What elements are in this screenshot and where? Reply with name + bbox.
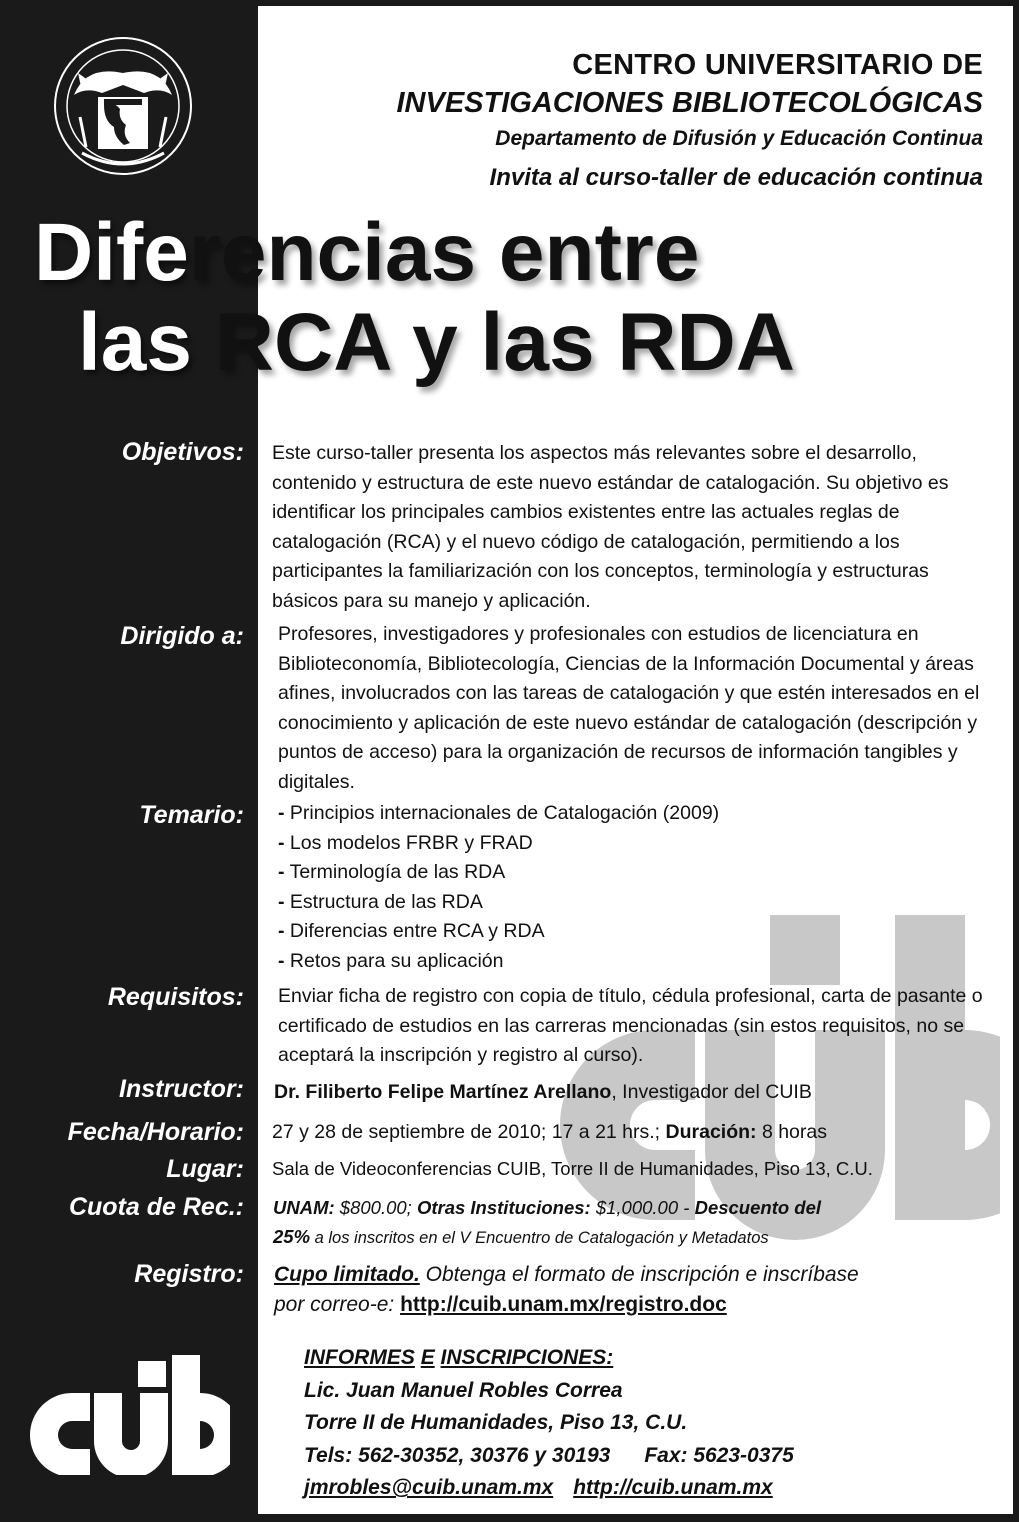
contact-address: Torre II de Humanidades, Piso 13, C.U. [304, 1411, 688, 1434]
main-title [20, 208, 1010, 388]
cuota-line1: UNAM: $800.00; Otras Instituciones: $1,000.00 - Descuento del [273, 1197, 822, 1218]
header-line2: INVESTIGACIONES BIBLIOTECOLÓGICAS [396, 87, 983, 119]
unam-seal-icon [52, 35, 194, 177]
registro-link[interactable]: http://cuib.unam.mx/registro.doc [400, 1293, 727, 1316]
title-line2-black: RCA y las RDA [214, 297, 795, 388]
registro-line1: Cupo limitado. Obtenga el formato de inscripción e inscríbase [274, 1263, 859, 1286]
cuota-line2: 25% a los inscritos en el V Encuentro de Catalogación y Metadatos [273, 1226, 769, 1247]
lugar-text [272, 1154, 996, 1184]
contact-links [304, 1472, 794, 1505]
dirigido-text [278, 620, 998, 797]
list-item: - Los modelos FRBR y FRAD [278, 831, 533, 854]
title-line1-white: Dife [34, 207, 189, 298]
title-line2-white: las [78, 297, 215, 388]
contact-web-link[interactable]: http://cuib.unam.mx [573, 1476, 773, 1499]
label-fecha: Fecha/Horario: [67, 1118, 244, 1146]
list-item: - Terminología de las RDA [278, 861, 506, 883]
contact-email-link[interactable]: jmrobles@cuib.unam.mx [304, 1476, 554, 1499]
duracion-label: Duración: [665, 1121, 757, 1143]
label-dirigido: Dirigido a: [120, 622, 244, 650]
requisitos-text [278, 982, 993, 1071]
contact-name: Lic. Juan Manuel Robles Correa [304, 1378, 623, 1402]
title-line1-black: rencias entre [188, 207, 700, 298]
registro-text [274, 1260, 998, 1320]
cupo-limitado: Cupo limitado. [274, 1263, 420, 1286]
label-instructor: Instructor: [119, 1075, 244, 1103]
list-item: - Diferencias entre RCA y RDA [278, 920, 545, 942]
requisitos-paragraph: Enviar ficha de registro con copia de título, cédula profesional, carta de pasante o certificado de estudios en las carreras mencionadas (sin estos requisitos, no se aceptará la inscripción y registro al curso). [278, 985, 983, 1066]
list-item: - Retos para su aplicación [278, 949, 504, 972]
label-objetivos: Objetivos: [121, 438, 244, 466]
title-line-1 [20, 208, 1010, 298]
label-temario: Temario: [139, 801, 244, 829]
instructor-role: , Investigador del CUIB [611, 1081, 812, 1103]
instructor-text [274, 1078, 998, 1108]
header [397, 46, 984, 194]
department: Departamento de Difusión y Educación Continua [495, 127, 983, 150]
cuib-logo-icon [30, 1355, 230, 1475]
instructor-name: Dr. Filiberto Felipe Martínez Arellano [274, 1081, 612, 1103]
label-requisitos: Requisitos: [107, 983, 244, 1011]
label-lugar: Lugar: [166, 1155, 244, 1183]
fecha-text [272, 1118, 996, 1148]
registro-line2: por correo-e: http://cuib.unam.mx/registro.doc [274, 1293, 727, 1316]
invite: Invita al curso-taller de educación continua [489, 164, 983, 191]
contact-heading: INFORMES E INSCRIPCIONES: [304, 1346, 614, 1369]
label-registro: Registro: [134, 1260, 244, 1288]
title-line-2 [20, 298, 1010, 388]
contact-phones: Tels: 562-30352, 30376 y 30193 Fax: 5623-0375 [304, 1443, 794, 1467]
cuota-text [273, 1193, 997, 1253]
duracion-value: 8 horas [756, 1121, 827, 1143]
contact-block [304, 1342, 794, 1505]
list-item: - Estructura de las RDA [278, 890, 483, 913]
objetivos-text [272, 439, 996, 616]
dirigido-paragraph: Profesores, investigadores y profesionales con estudios de licenciatura en Biblioteconomía, Bibliotecología, Ciencias de la Información Documental y áreas afines, involucrados con las tareas de catalogación y que estén interesados en el conocimiento y aplicación de este nuevo estándar de catalogación (descripción y puntos de acceso) para la organización de recursos de información tangibles y digitales. [278, 623, 980, 793]
lugar-value: Sala de Videoconferencias CUIB, Torre II de Humanidades, Piso 13, C.U. [272, 1158, 873, 1179]
list-item: - Principios internacionales de Catalogación (2009) [278, 802, 720, 824]
header-line1: CENTRO UNIVERSITARIO DE [572, 49, 983, 81]
label-cuota: Cuota de Rec.: [68, 1193, 244, 1221]
fecha-value: 27 y 28 de septiembre de 2010; 17 a 21 hrs.; [272, 1121, 666, 1143]
objetivos-paragraph: Este curso-taller presenta los aspectos más relevantes sobre el desarrollo, contenido y estructura de este nuevo estándar de catalogación. Su objetivo es identificar los principales cambios existentes entre las actuales reglas de catalogación (RCA) y el nuevo código de catalogación, permitiendo a los participantes la familiarización con los conceptos, terminología y estructuras básicos para su manejo y aplicación. [272, 442, 949, 612]
temario-list [278, 799, 1002, 976]
